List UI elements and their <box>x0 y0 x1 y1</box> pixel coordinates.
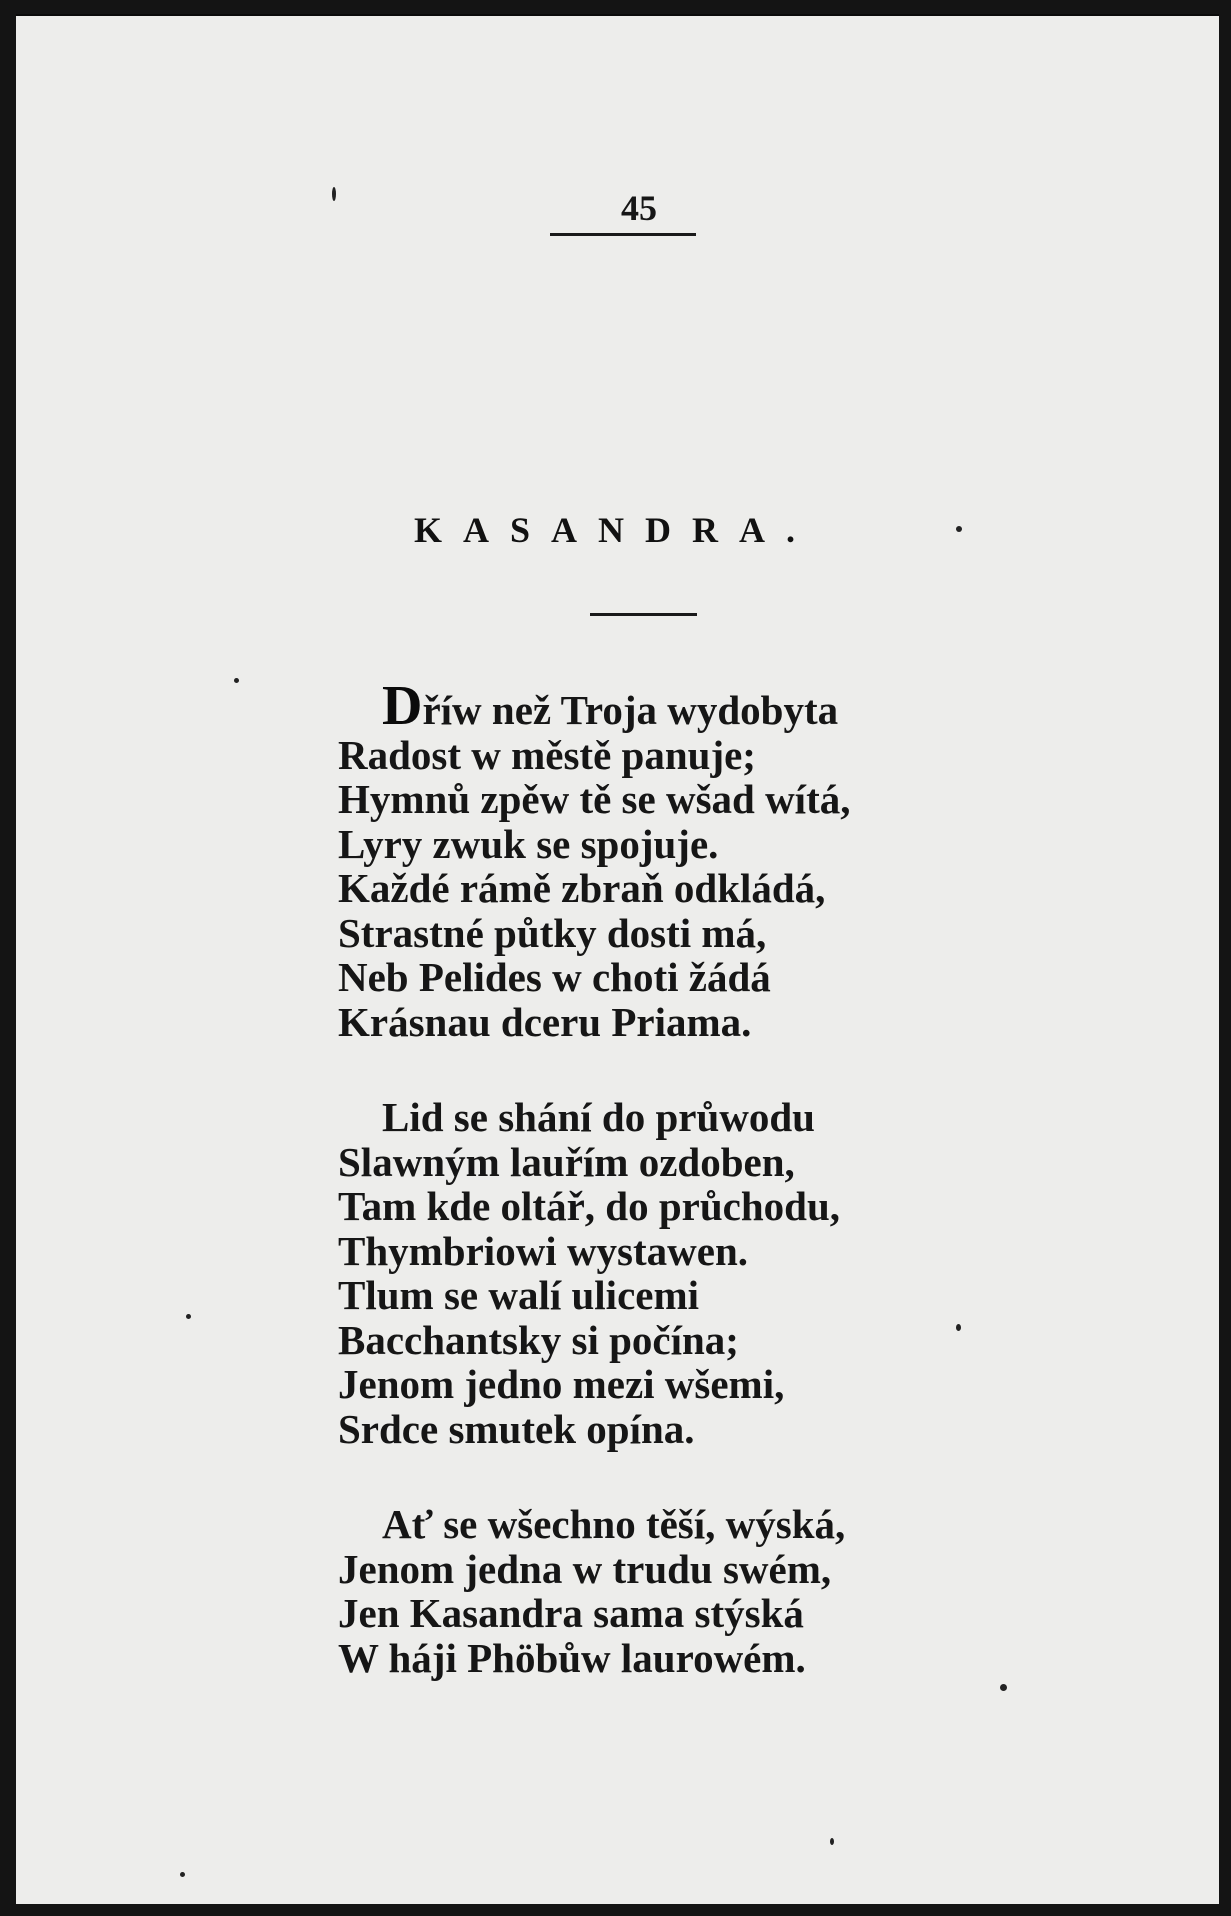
poem-line: Radost w městě panuje; <box>338 731 756 778</box>
stanza-2 <box>338 1095 978 1451</box>
page-number: 45 <box>621 188 657 228</box>
poem-line: Krásnau dceru Priama. <box>338 998 752 1045</box>
poem-line: Jenom jedno mezi wšemi, <box>338 1361 785 1407</box>
scan-speck <box>956 1324 961 1331</box>
stanza-3 <box>338 1502 978 1680</box>
poem-line-text: říw než Troja wydobyta <box>422 687 839 733</box>
page-number-rule <box>550 233 696 236</box>
poem-line: Thymbriowi wystawen. <box>338 1227 749 1274</box>
scan-speck <box>830 1838 834 1845</box>
drop-cap: D <box>382 675 423 737</box>
poem-body <box>338 675 978 1731</box>
poem-line: Strastné půtky dosti má, <box>338 909 767 956</box>
poem-line: Lyry zwuk se spojuje. <box>338 820 719 867</box>
poem-line: Neb Pelides w choti žádá <box>338 954 771 1000</box>
scan-speck <box>1000 1684 1007 1691</box>
book-page <box>16 14 1219 1904</box>
poem-line: Hymnů zpěw tě se wšad wítá, <box>338 776 851 822</box>
poem-line: Slawným lauřím ozdoben, <box>338 1138 795 1185</box>
title-rule <box>590 613 697 616</box>
poem-line <box>338 675 978 737</box>
poem-line: Jen Kasandra sama stýská <box>338 1590 804 1636</box>
scan-speck <box>956 526 962 532</box>
poem-line: Každé rámě zbraň odkládá, <box>338 865 826 911</box>
scan-speck <box>186 1314 191 1319</box>
poem-line: W háji Phöbůw laurowém. <box>338 1634 806 1681</box>
poem-line: Lid se shání do průwodu <box>382 1094 815 1140</box>
poem-line: Jenom jedna w trudu swém, <box>338 1545 832 1592</box>
poem-line: Ať se wšechno těší, wýská, <box>382 1501 846 1547</box>
scan-speck <box>180 1872 185 1877</box>
poem-line: Bacchantsky si počína; <box>338 1316 739 1363</box>
poem-title: KASANDRA. <box>414 510 817 550</box>
scan-speck <box>234 678 239 683</box>
poem-line: Tlum se walí ulicemi <box>338 1272 700 1318</box>
stanza-1 <box>338 675 978 1045</box>
poem-line: Srdce smutek opína. <box>338 1405 695 1452</box>
poem-line: Tam kde oltář, do průchodu, <box>338 1183 840 1229</box>
scan-speck <box>332 187 336 201</box>
